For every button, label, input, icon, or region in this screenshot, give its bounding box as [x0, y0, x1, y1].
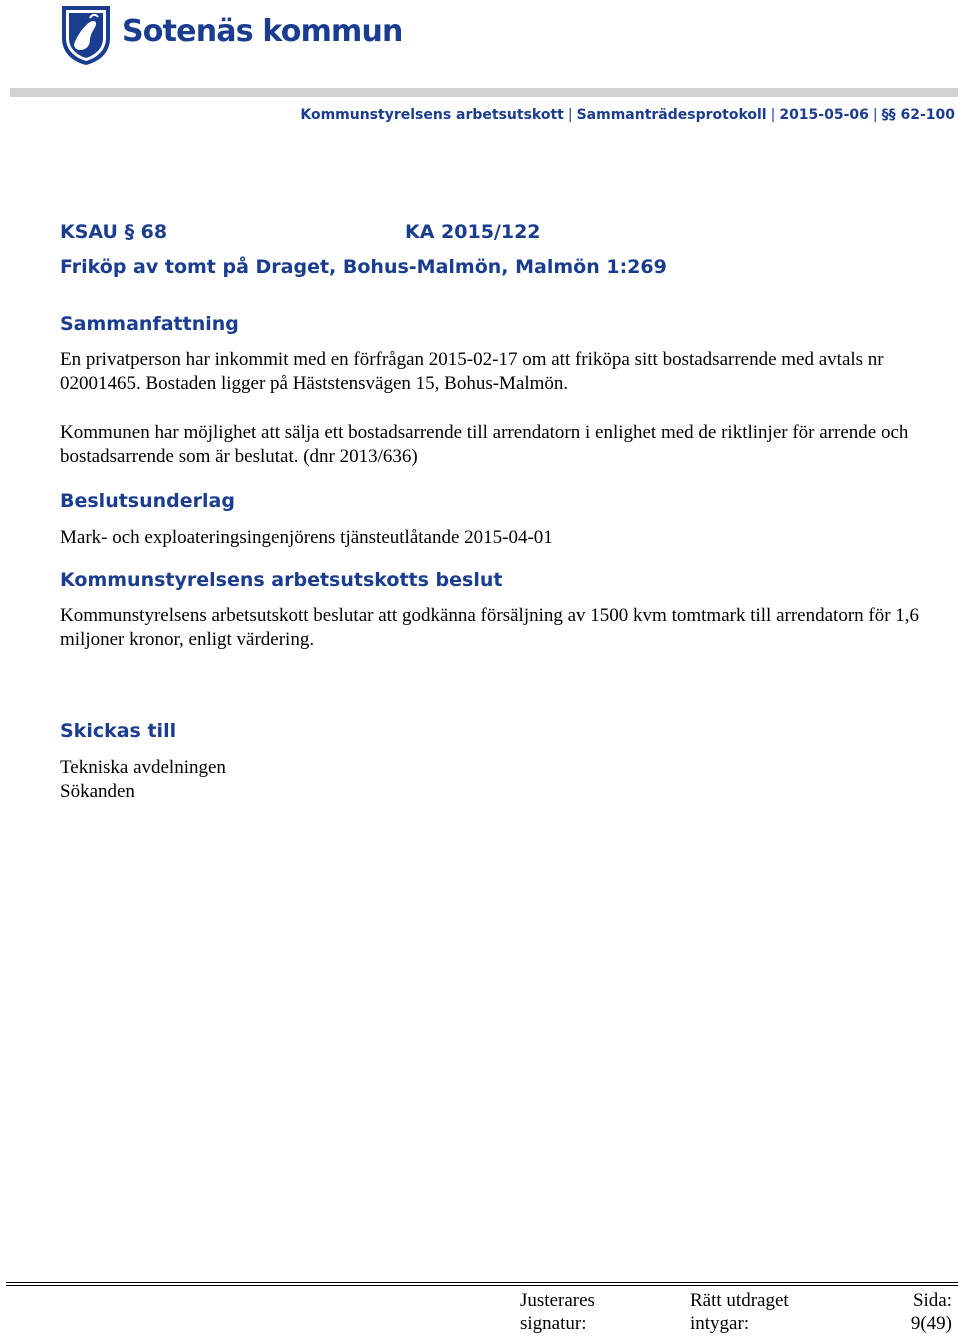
- adjuster-label-line1: Justerares: [520, 1290, 595, 1311]
- header-rule: [10, 88, 958, 97]
- send-to-heading: Skickas till: [60, 720, 177, 742]
- page-number: 9(49): [910, 1313, 952, 1334]
- footer-rule-bottom: [6, 1285, 958, 1286]
- breadcrumb-document-type: Sammanträdesprotokoll: [576, 107, 767, 123]
- certified-label-line1: Rätt utdraget: [690, 1290, 789, 1311]
- summary-heading: Sammanfattning: [60, 313, 239, 335]
- case-title: Friköp av tomt på Draget, Bohus-Malmön, Malmön 1:269: [60, 256, 667, 278]
- breadcrumb-paragraph-range: §§ 62-100: [881, 107, 955, 123]
- municipality-crest-icon: [60, 4, 112, 66]
- case-identifiers: [60, 221, 541, 243]
- page-label: Sida:: [912, 1290, 952, 1311]
- summary-paragraph-2: Kommunen har möjlighet att sälja ett bostadsarrende till arrendatorn i enlighet med de riktlinjer för arrende och bostadsarrende som är beslutat. (dnr 2013/636): [60, 422, 909, 467]
- basis-text: Mark- och exploateringsingenjörens tjänsteutlåtande 2015-04-01: [60, 527, 553, 548]
- basis-heading: Beslutsunderlag: [60, 490, 235, 512]
- send-to-list: [60, 756, 920, 804]
- summary-paragraph-1: En privatperson har inkommit med en förfrågan 2015-02-17 om att friköpa sitt bostadsarrende med avtals nr 02001465. Bostaden ligger på Häststensvägen 15, Bohus-Malmön.: [60, 349, 884, 394]
- send-to-recipient: Sökanden: [60, 781, 135, 802]
- decision-heading: Kommunstyrelsens arbetsutskotts beslut: [60, 569, 503, 591]
- adjuster-label-line2: signatur:: [520, 1313, 587, 1334]
- send-to-recipient: Tekniska avdelningen: [60, 757, 226, 778]
- case-paragraph: KSAU § 68: [60, 221, 168, 243]
- decision-text: Kommunstyrelsens arbetsutskott beslutar att godkänna försäljning av 1500 kvm tomtmark till arrendatorn för 1,6 miljoner kronor, enligt värdering.: [60, 605, 920, 650]
- breadcrumb-date: 2015-05-06: [779, 107, 869, 123]
- breadcrumb-committee: Kommunstyrelsens arbetsutskott: [300, 107, 564, 123]
- footer-rule-top: [6, 1282, 958, 1283]
- certified-label-line2: intygar:: [690, 1313, 750, 1334]
- logo-text: Sotenäs kommun: [122, 14, 403, 49]
- case-diary-number: KA 2015/122: [405, 221, 541, 243]
- breadcrumb: Kommunstyrelsens arbetsutskott | Sammanträdesprotokoll | 2015-05-06 | §§ 62-100: [300, 107, 955, 123]
